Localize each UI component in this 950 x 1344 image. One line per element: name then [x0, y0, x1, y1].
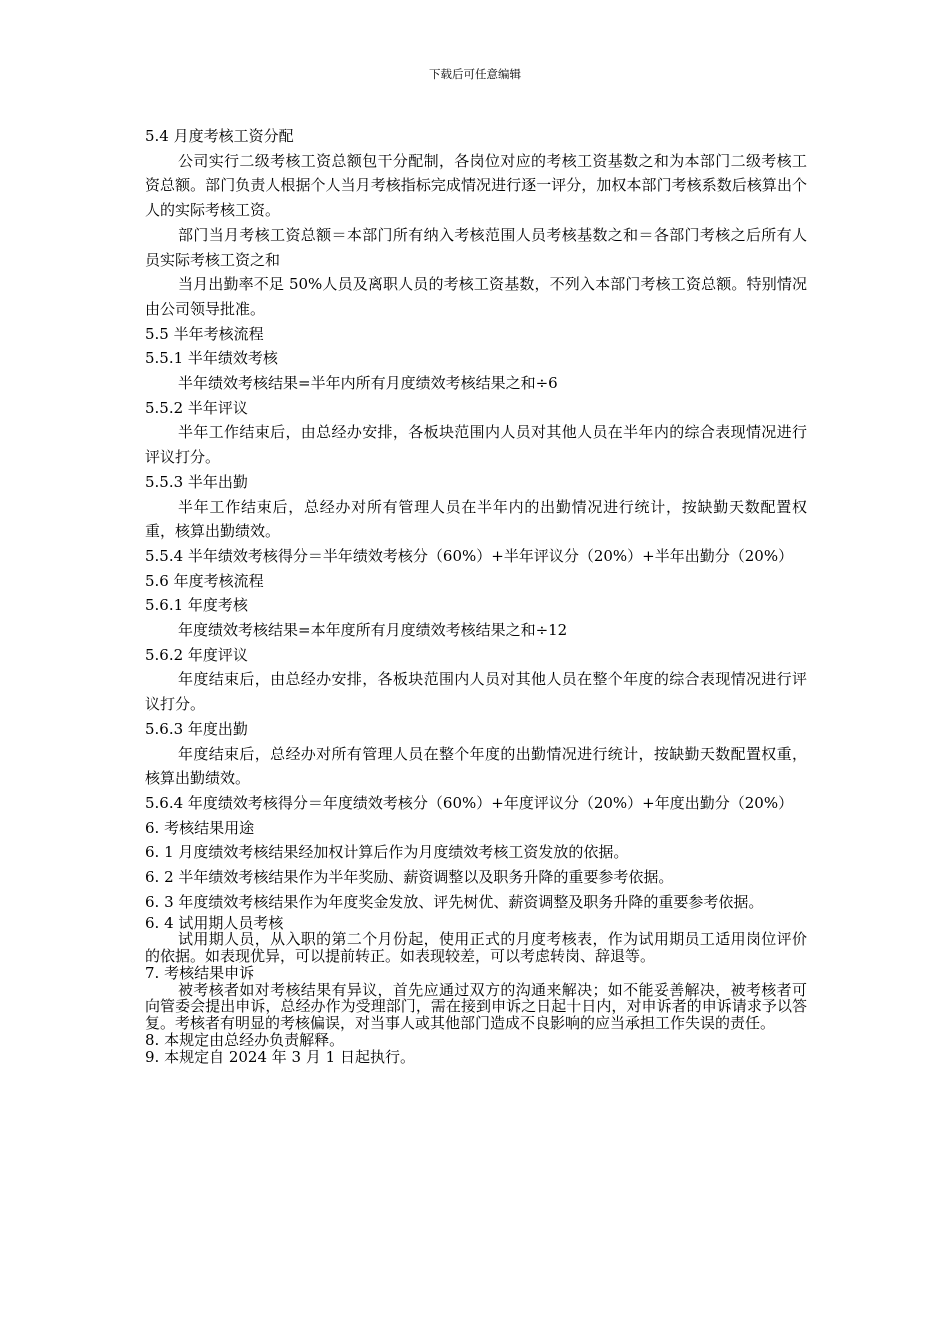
paragraph: 半年工作结束后，总经办对所有管理人员在半年内的出勤情况进行统计，按缺勤天数配置权重，核算出勤绩效。	[145, 497, 807, 541]
paragraph: 5.6.3 年度出勤	[145, 719, 248, 738]
paragraph: 6. 考核结果用途	[145, 818, 255, 837]
paragraph: 6. 1 月度绩效考核结果经加权计算后作为月度绩效考核工资发放的依据。	[145, 843, 629, 862]
paragraph: 5.6.1 年度考核	[145, 596, 248, 615]
paragraph: 5.6 年度考核流程	[145, 571, 264, 590]
paragraph: 6. 4 试用期人员考核	[145, 913, 284, 932]
paragraph: 9. 本规定自 2024 年 3 月 1 日起执行。	[145, 1047, 415, 1066]
paragraph: 当月出勤率不足 50%人员及离职人员的考核工资基数，不列入本部门考核工资总额。特别情况由公司领导批准。	[145, 275, 807, 318]
paragraph: 8. 本规定由总经办负责解释。	[145, 1031, 345, 1050]
paragraph: 年度结束后，总经办对所有管理人员在整个年度的出勤情况进行统计，按缺勤天数配置权重，核算出勤绩效。	[145, 744, 807, 788]
paragraph: 年度结束后，由总经办安排，各板块范围内人员对其他人员在整个年度的综合表现情况进行评议打分。	[145, 670, 807, 714]
paragraph: 5.4 月度考核工资分配	[145, 127, 294, 145]
paragraph: 5.6.4 年度绩效考核得分＝年度绩效考核分（60%）+年度评议分（20%）+年度出勤分（20%）	[145, 793, 794, 812]
paragraph: 6. 3 年度绩效考核结果作为年度奖金发放、评先树优、薪资调整及职务升降的重要参考依据。	[145, 892, 764, 911]
paragraph: 5.5.1 半年绩效考核	[145, 349, 278, 368]
paragraph: 5.5.4 半年绩效考核得分＝半年绩效考核分（60%）+半年评议分（20%）+半年出勤分（20%）	[145, 546, 794, 565]
paragraph: 5.5 半年考核流程	[145, 324, 264, 343]
paragraph: 6. 2 半年绩效考核结果作为半年奖励、薪资调整以及职务升降的重要参考依据。	[145, 868, 674, 887]
page-header: 下载后可任意编辑	[429, 67, 521, 81]
paragraph: 试用期人员，从入职的第二个月份起，使用正式的月度考核表，作为试用期员工适用岗位评价的依据。如表现优异，可以提前转正。如表现较差，可以考虑转岗、辞退等。	[145, 930, 807, 966]
paragraph: 公司实行二级考核工资总额包干分配制，各岗位对应的考核工资基数之和为本部门二级考核工资总额。部门负责人根据个人当月考核指标完成情况进行逐一评分，加权本部门考核系数后核算出个人的实际考核工资。	[145, 151, 807, 220]
paragraph: 半年工作结束后，由总经办安排，各板块范围内人员对其他人员在半年内的综合表现情况进行评议打分。	[145, 423, 807, 467]
paragraph: 年度绩效考核结果=本年度所有月度绩效考核结果之和÷12	[178, 621, 568, 640]
paragraph: 7. 考核结果申诉	[145, 963, 255, 982]
paragraph: 部门当月考核工资总额＝本部门所有纳入考核范围人员考核基数之和＝各部门考核之后所有人员实际考核工资之和	[145, 225, 807, 269]
paragraph: 5.6.2 年度评议	[145, 645, 248, 664]
paragraph: 被考核者如对考核结果有异议，首先应通过双方的沟通来解决；如不能妥善解决，被考核者可向管委会提出申诉，总经办作为受理部门，需在接到申诉之日起十日内，对申诉者的申诉请求予以答复。考核者有明显的考核偏误，对当事人或其他部门造成不良影响的应当承担工作失误的责任。	[145, 980, 807, 1033]
paragraph: 半年绩效考核结果=半年内所有月度绩效考核结果之和÷6	[178, 374, 558, 393]
document-body	[145, 124, 807, 1066]
paragraph: 5.5.2 半年评议	[145, 398, 248, 417]
paragraph: 5.5.3 半年出勤	[145, 472, 248, 491]
